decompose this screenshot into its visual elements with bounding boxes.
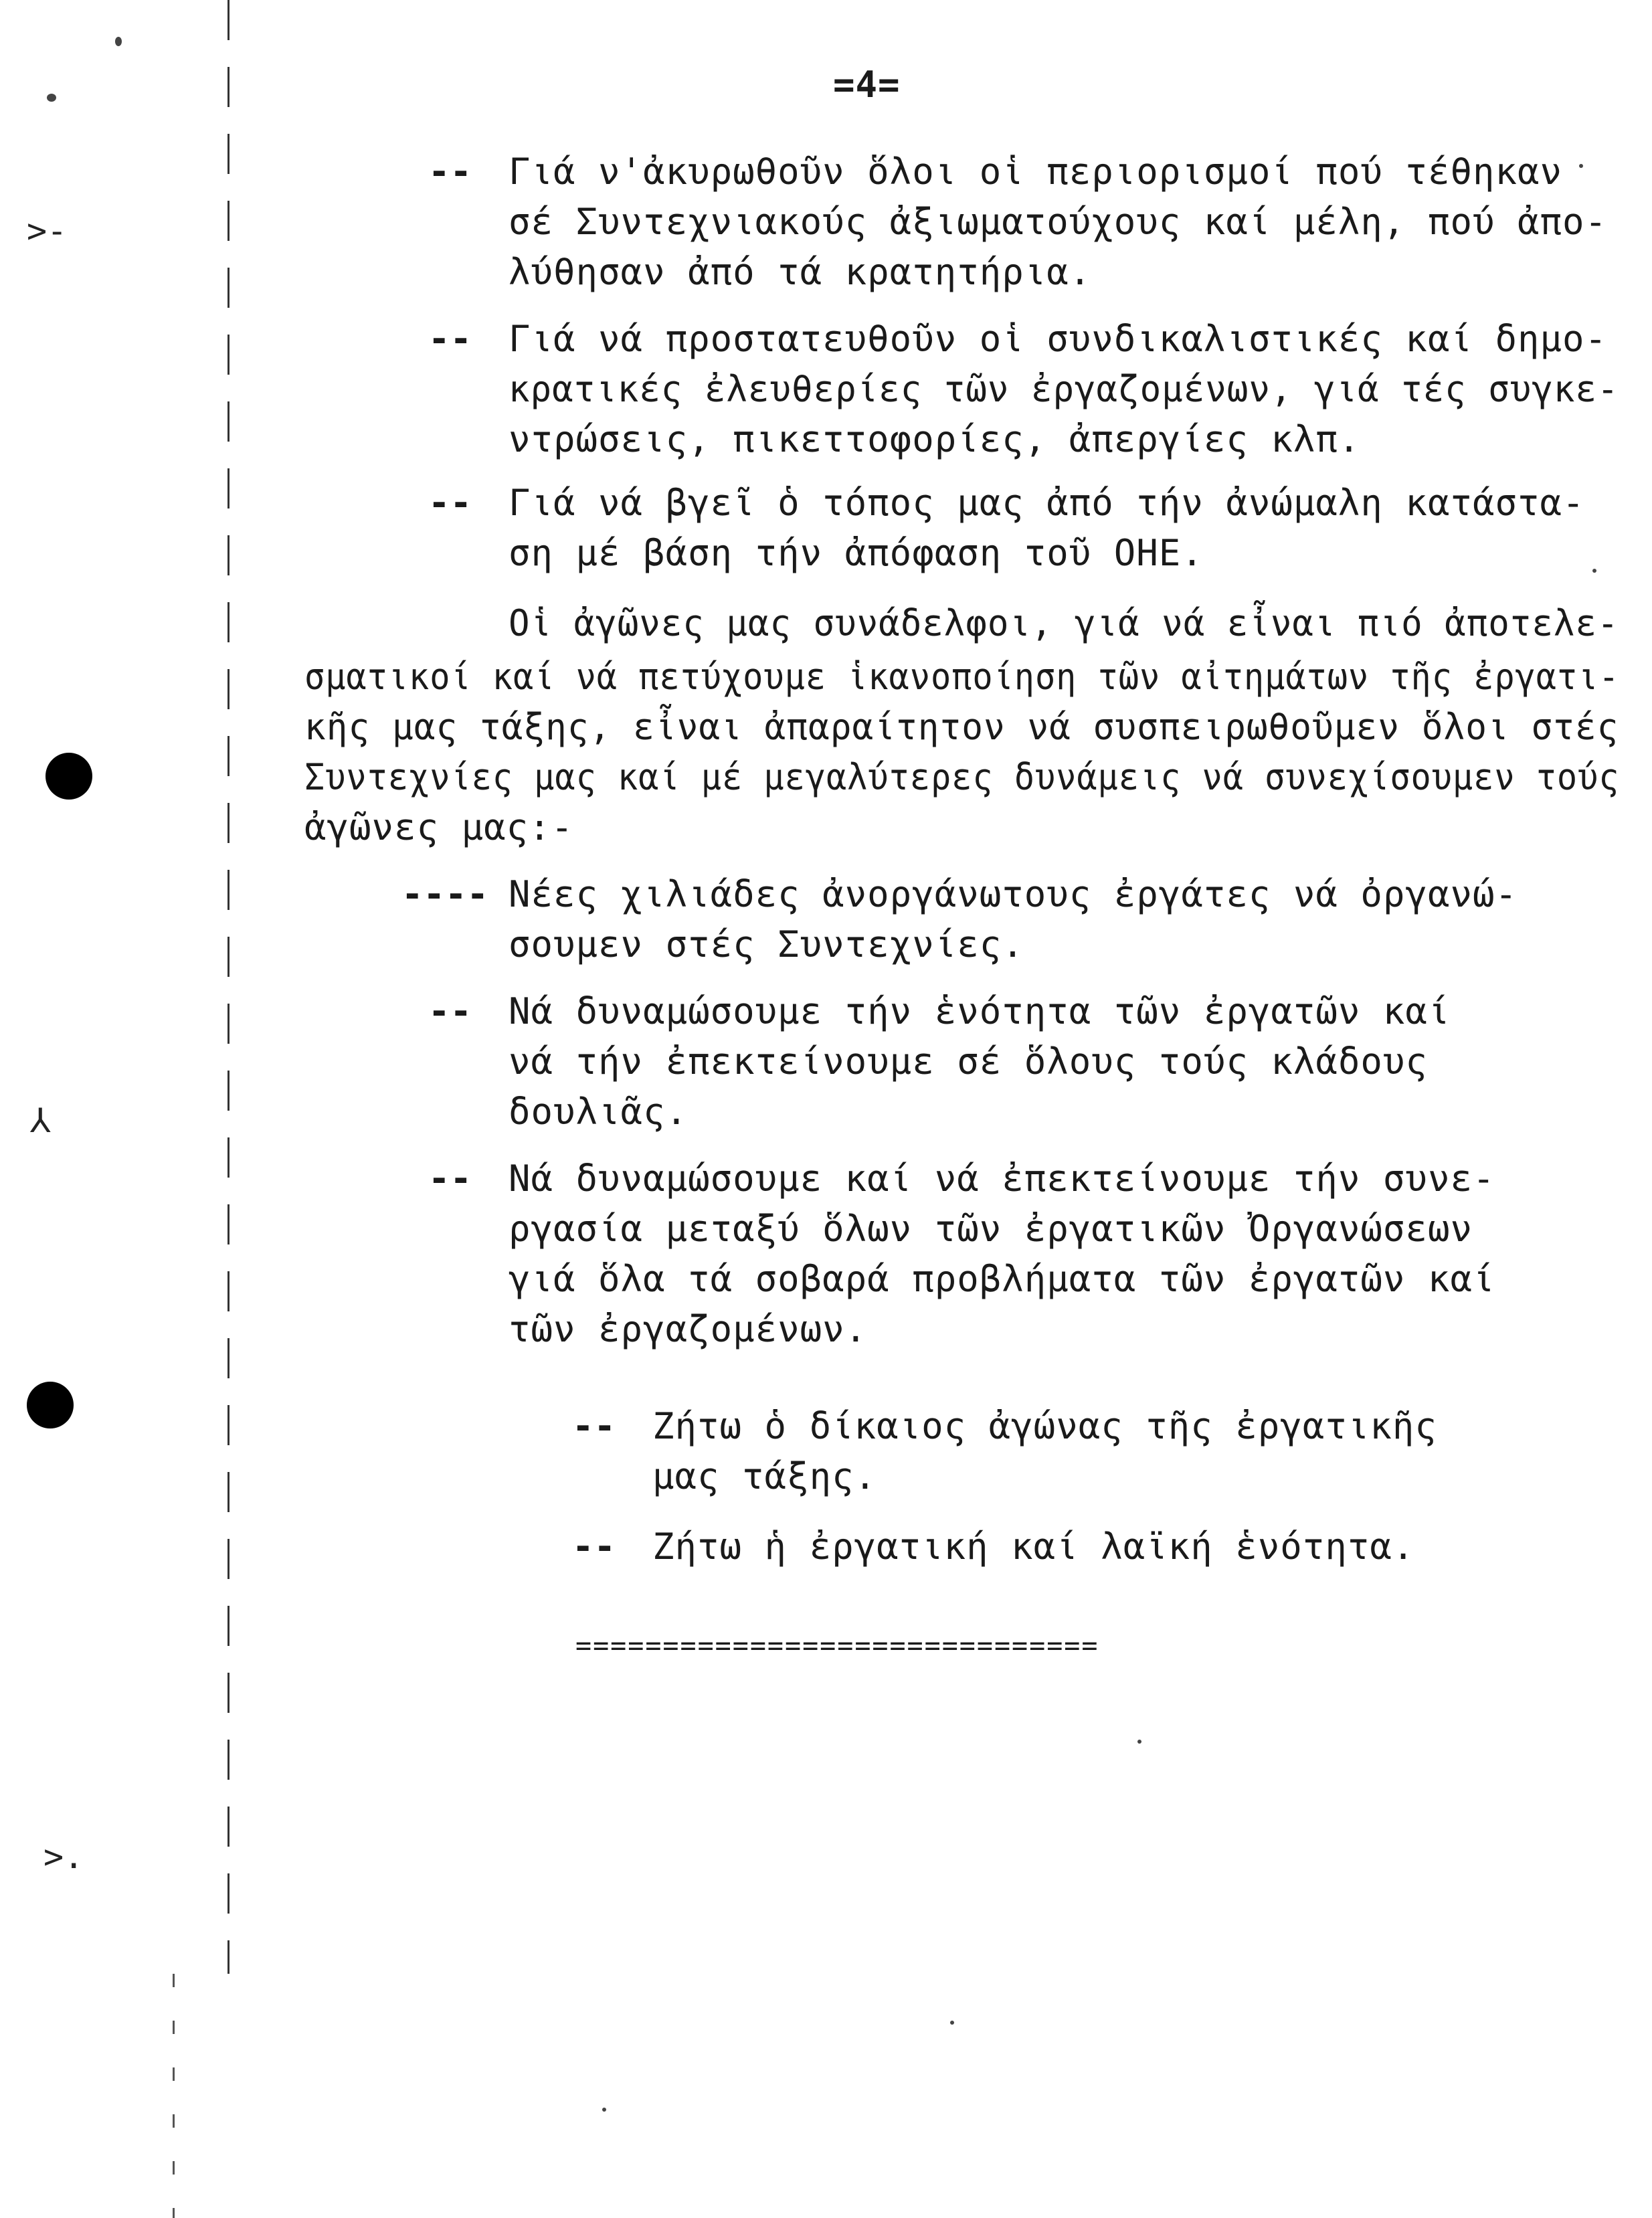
list-item-line: ντρώσεις, πικεττοφορίες, ἀπεργίες κλπ. <box>509 418 1361 460</box>
list-dash: -- <box>572 1405 616 1447</box>
list-dash: -- <box>428 318 472 360</box>
list-item-line: Γιά νά βγεῖ ὁ τόπος μας ἀπό τήν ἀνώμαλη κατάστα- <box>509 482 1585 524</box>
paragraph-line: ἀγῶνες μας:- <box>304 806 574 848</box>
scan-speck <box>602 2108 606 2112</box>
scan-speck <box>1592 569 1596 573</box>
list-item-line: Γιά νά προστατευθοῦν οἱ συνδικαλιστικές καί δημο- <box>509 318 1608 360</box>
scan-speck <box>1579 164 1583 168</box>
list-dash: -- <box>572 1526 616 1568</box>
list-item-line: Νά δυναμώσουμε τήν ἑνότητα τῶν ἐργατῶν καί <box>509 990 1451 1032</box>
list-dash: -- <box>428 990 472 1032</box>
list-item-line: ση μέ βάση τήν ἀπόφαση τοῦ ΟΗΕ. <box>509 532 1204 574</box>
closing-rule: ============================== <box>575 1631 1099 1661</box>
scan-mark: ⅄ <box>30 1101 51 1140</box>
list-dash: -- <box>428 482 472 524</box>
list-item-line: κρατικές ἐλευθερίες τῶν ἐργαζομένων, γιά τές συγκε- <box>509 368 1619 410</box>
list-item-line: σουμεν στές Συντεχνίες. <box>509 923 1024 965</box>
paragraph-line: Συντεχνίες μας καί μέ μεγαλύτερες δυνάμεις νά συνεχίσουμεν τούς <box>304 756 1620 798</box>
list-item-line: σέ Συντεχνιακούς ἀξιωματούχους καί μέλη, πού ἀπο- <box>509 201 1608 243</box>
punch-hole-bottom <box>27 1382 74 1428</box>
list-item-line: λύθησαν ἀπό τά κρατητήρια. <box>509 251 1092 293</box>
list-item-line: τῶν ἐργαζομένων. <box>509 1308 868 1350</box>
page-number: =4= <box>833 64 901 106</box>
scan-speck <box>950 2021 954 2025</box>
list-item-line: ργασία μεταξύ ὅλων τῶν ἐργατικῶν Ὀργανώσεων <box>509 1208 1473 1250</box>
scan-speck <box>115 37 122 46</box>
list-item-line: Νά δυναμώσουμε καί νά ἐπεκτείνουμε τήν συνε- <box>509 1158 1495 1200</box>
list-dash: -- <box>428 151 472 193</box>
paragraph-line: Οἱ ἀγῶνες μας συνάδελφοι, γιά νά εἶναι πιό ἀποτελε- <box>509 602 1619 644</box>
scan-speck <box>1137 1740 1141 1744</box>
paragraph-line: σματικοί καί νά πετύχουμε ἱκανοποίηση τῶν αἰτημάτων τῆς ἐργατι- <box>304 656 1620 698</box>
scan-mark: >. <box>43 1837 84 1876</box>
list-dash: ---- <box>401 873 489 915</box>
list-item-line: Νέες χιλιάδες ἀνοργάνωτους ἐργάτες νά ὀργανώ- <box>509 873 1518 915</box>
scan-bottom-line <box>173 1974 175 2218</box>
punch-hole-top <box>45 753 92 800</box>
slogan-line: Ζήτω ἡ ἐργατική καί λαϊκή ἑνότητα. <box>652 1526 1415 1568</box>
list-dash: -- <box>428 1158 472 1200</box>
list-item-line: γιά ὅλα τά σοβαρά προβλήματα τῶν ἐργατῶν καί <box>509 1258 1495 1300</box>
scan-mark: >- <box>27 211 68 250</box>
list-item-line: Γιά ν'ἀκυρωθοῦν ὅλοι οἱ περιορισμοί πού τέθηκαν <box>509 151 1563 193</box>
slogan-line: Ζήτω ὁ δίκαιος ἀγώνας τῆς ἐργατικῆς <box>652 1405 1437 1447</box>
slogan-line: μας τάξης. <box>652 1455 877 1497</box>
scan-speck <box>47 94 56 102</box>
paragraph-line: κῆς μας τάξης, εἶναι ἀπαραίτητον νά συσπειρωθοῦμεν ὅλοι στές <box>304 706 1619 748</box>
scan-margin-line <box>227 0 230 1974</box>
list-item-line: νά τήν ἐπεκτείνουμε σέ ὅλους τούς κλάδους <box>509 1040 1428 1083</box>
list-item-line: δουλιᾶς. <box>509 1091 689 1133</box>
